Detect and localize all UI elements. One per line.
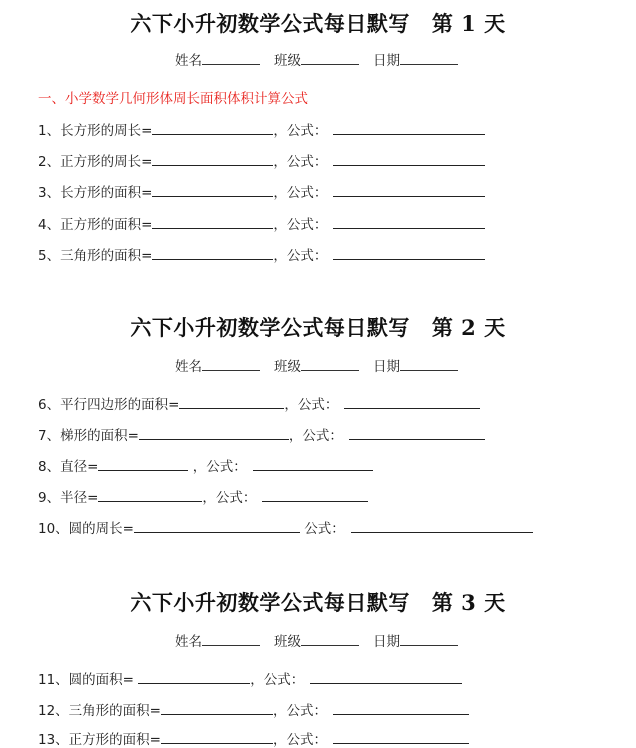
- formula-blank[interactable]: [333, 701, 469, 715]
- formula-row-13: [38, 728, 469, 748]
- formula-label: ，公式：: [273, 123, 328, 139]
- formula-row-6: [38, 393, 480, 413]
- title-text: 六下小升初数学公式每日默写: [130, 11, 410, 36]
- day-3-title: [0, 587, 636, 617]
- day-2-title: [0, 312, 636, 342]
- answer-blank[interactable]: [152, 121, 273, 135]
- row-label: 11、圆的面积=: [38, 672, 139, 688]
- formula-blank[interactable]: [333, 730, 469, 744]
- formula-label: ，公式：: [273, 732, 327, 748]
- formula-blank[interactable]: [333, 183, 485, 197]
- class-blank[interactable]: [301, 632, 359, 646]
- answer-blank[interactable]: [152, 215, 273, 229]
- row-label: 13、正方形的面积=: [38, 732, 161, 748]
- row-label: 4、正方形的面积=: [38, 217, 153, 233]
- date-label: 日期: [373, 634, 400, 650]
- name-label: 姓名: [175, 53, 202, 69]
- formula-label: ，公式：: [273, 154, 328, 170]
- day-label: 第 2 天: [431, 315, 506, 340]
- class-label: 班级: [274, 359, 301, 375]
- formula-blank[interactable]: [333, 152, 485, 166]
- formula-blank[interactable]: [351, 519, 533, 533]
- answer-blank[interactable]: [152, 246, 273, 260]
- formula-blank[interactable]: [262, 488, 368, 502]
- formula-row-1: [38, 119, 485, 139]
- formula-row-3: [38, 181, 485, 201]
- row-label: 9、半径=: [38, 490, 99, 506]
- formula-row-11: [38, 668, 462, 688]
- row-label: 2、正方形的周长=: [38, 154, 153, 170]
- formula-blank[interactable]: [344, 395, 480, 409]
- formula-label: ，公式：: [273, 217, 328, 233]
- name-label: 姓名: [175, 359, 202, 375]
- row-label: 6、平行四边形的面积=: [38, 397, 180, 413]
- name-blank[interactable]: [202, 51, 260, 65]
- formula-row-7: [38, 424, 485, 444]
- date-blank[interactable]: [400, 51, 458, 65]
- formula-label: ，公式：: [284, 397, 339, 413]
- name-blank[interactable]: [202, 632, 260, 646]
- formula-label: ，公式：: [288, 428, 343, 444]
- answer-blank[interactable]: [152, 152, 273, 166]
- answer-blank[interactable]: [134, 519, 300, 533]
- formula-blank[interactable]: [253, 457, 373, 471]
- formula-label: ，公式：: [250, 672, 305, 688]
- formula-blank[interactable]: [333, 246, 485, 260]
- formula-label: 公式：: [300, 521, 345, 537]
- answer-blank[interactable]: [98, 457, 188, 471]
- class-blank[interactable]: [301, 51, 359, 65]
- date-blank[interactable]: [400, 357, 458, 371]
- formula-row-5: [38, 244, 485, 264]
- answer-blank[interactable]: [139, 426, 289, 440]
- name-label: 姓名: [175, 634, 202, 650]
- formula-blank[interactable]: [333, 121, 485, 135]
- date-label: 日期: [373, 359, 400, 375]
- row-label: 1、长方形的周长=: [38, 123, 153, 139]
- day-1-student-info: [175, 49, 472, 69]
- formula-row-9: [38, 486, 368, 506]
- answer-blank[interactable]: [98, 488, 202, 502]
- formula-label: ，公式：: [273, 248, 328, 264]
- class-blank[interactable]: [301, 357, 359, 371]
- formula-blank[interactable]: [310, 670, 462, 684]
- formula-row-4: [38, 213, 485, 233]
- answer-blank[interactable]: [161, 730, 273, 744]
- row-label: 12、三角形的面积=: [38, 703, 161, 719]
- answer-blank[interactable]: [152, 183, 273, 197]
- formula-row-12: [38, 699, 469, 719]
- answer-blank[interactable]: [161, 701, 273, 715]
- row-label: 10、圆的周长=: [38, 521, 134, 537]
- formula-row-2: [38, 150, 485, 170]
- class-label: 班级: [274, 634, 301, 650]
- date-blank[interactable]: [400, 632, 458, 646]
- formula-row-10: [38, 517, 533, 537]
- day-label: 第 3 天: [431, 590, 506, 615]
- formula-blank[interactable]: [333, 215, 485, 229]
- answer-blank[interactable]: [179, 395, 284, 409]
- row-label: 8、直径=: [38, 459, 99, 475]
- day-1-title: [0, 8, 636, 38]
- formula-label: ，公式：: [273, 703, 327, 719]
- formula-label: ，公式：: [188, 459, 247, 475]
- day-2-student-info: [175, 355, 472, 375]
- answer-blank[interactable]: [138, 670, 250, 684]
- day-label: 第 1 天: [431, 11, 506, 36]
- section-heading: 一、小学数学几何形体周长面积体积计算公式: [38, 91, 308, 107]
- day-3-student-info: [175, 630, 472, 650]
- title-text: 六下小升初数学公式每日默写: [130, 315, 410, 340]
- row-label: 5、三角形的面积=: [38, 248, 153, 264]
- formula-row-8: [38, 455, 373, 475]
- row-label: 3、长方形的面积=: [38, 185, 153, 201]
- row-label: 7、梯形的面积=: [38, 428, 139, 444]
- formula-blank[interactable]: [349, 426, 485, 440]
- class-label: 班级: [274, 53, 301, 69]
- formula-label: ，公式：: [202, 490, 257, 506]
- title-text: 六下小升初数学公式每日默写: [130, 590, 410, 615]
- date-label: 日期: [373, 53, 400, 69]
- name-blank[interactable]: [202, 357, 260, 371]
- formula-label: ，公式：: [273, 185, 328, 201]
